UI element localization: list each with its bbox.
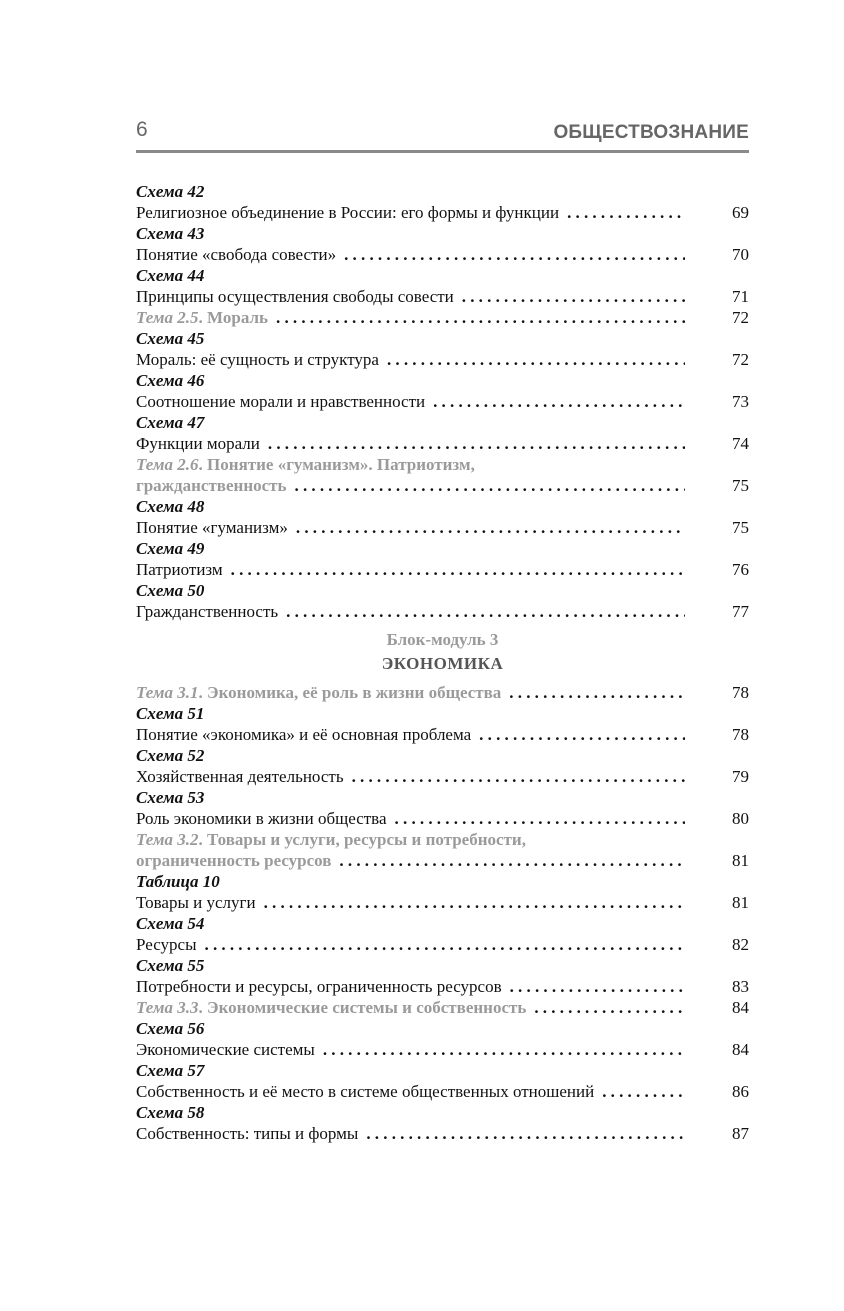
toc-theme-text: . Понятие «гуманизм». Патриотизм, xyxy=(198,455,475,474)
toc-page-number: 81 xyxy=(732,851,749,870)
toc-leader-dots xyxy=(339,850,685,871)
toc-page-number: 82 xyxy=(732,935,749,954)
toc-entry xyxy=(136,808,749,829)
toc-theme-line xyxy=(136,307,749,328)
toc-page-number: 84 xyxy=(732,998,749,1017)
toc-page-number: 76 xyxy=(732,560,749,579)
running-title: ОБЩЕСТВОЗНАНИЕ xyxy=(553,122,749,143)
toc-entry-title: Патриотизм xyxy=(136,560,223,579)
toc-leader-dots xyxy=(479,724,685,745)
toc-scheme-label: Схема 45 xyxy=(136,329,205,348)
toc-entry-title: Понятие «экономика» и её основная проблема xyxy=(136,725,472,744)
toc-page-number: 74 xyxy=(732,434,749,453)
toc-theme-title xyxy=(136,454,475,475)
toc-leader-dots xyxy=(509,682,685,703)
toc-theme-line xyxy=(136,997,749,1018)
toc-entry xyxy=(136,517,749,538)
toc-scheme-label: Схема 54 xyxy=(136,914,205,933)
toc-entry xyxy=(136,202,749,223)
toc-theme-text-cont: гражданственность xyxy=(136,476,287,495)
toc-entry-title: Потребности и ресурсы, ограниченность ресурсов xyxy=(136,977,502,996)
toc-scheme-label: Схема 49 xyxy=(136,539,205,558)
toc-entry-title: Функции морали xyxy=(136,434,260,453)
toc-theme-title xyxy=(136,829,526,850)
toc-theme-line xyxy=(136,850,749,871)
toc-section-2 xyxy=(136,682,749,1144)
toc-entry xyxy=(136,1039,749,1060)
toc-scheme-label: Схема 46 xyxy=(136,371,205,390)
toc-leader-dots xyxy=(366,1123,685,1144)
toc-entry xyxy=(136,724,749,745)
toc-scheme-label: Схема 44 xyxy=(136,266,205,285)
toc-leader-dots xyxy=(344,244,685,265)
toc-page-number: 81 xyxy=(732,893,749,912)
toc-leader-dots xyxy=(534,997,685,1018)
toc-theme-title xyxy=(136,307,268,328)
toc-entry xyxy=(136,433,749,454)
toc-scheme-label: Схема 42 xyxy=(136,182,205,201)
toc-page-number: 84 xyxy=(732,1040,749,1059)
page-number: 6 xyxy=(136,118,148,141)
toc-leader-dots xyxy=(264,892,685,913)
toc-theme-line xyxy=(136,475,749,496)
running-header xyxy=(136,114,749,150)
toc-entry xyxy=(136,559,749,580)
toc-page-number: 72 xyxy=(732,308,749,327)
toc-entry-title: Мораль: её сущность и структура xyxy=(136,350,379,369)
toc-entry-title: Понятие «свобода совести» xyxy=(136,245,337,264)
toc-page-number: 72 xyxy=(732,350,749,369)
toc-entry xyxy=(136,1123,749,1144)
toc-theme-line xyxy=(136,682,749,703)
toc-leader-dots xyxy=(231,559,685,580)
toc-theme-line xyxy=(136,829,749,850)
toc-entry-title: Принципы осуществления свободы совести xyxy=(136,287,454,306)
header-rule xyxy=(136,150,749,153)
toc-theme-text-cont: ограниченность ресурсов xyxy=(136,851,332,870)
toc-entry xyxy=(136,601,749,622)
toc-entry xyxy=(136,244,749,265)
toc-scheme-label: Схема 48 xyxy=(136,497,205,516)
toc-section-1 xyxy=(136,181,749,622)
toc-theme-text: . Мораль xyxy=(198,308,268,327)
toc-entry xyxy=(136,286,749,307)
toc-scheme-label: Схема 55 xyxy=(136,956,205,975)
toc-entry xyxy=(136,976,749,997)
toc-theme-number: Тема 2.5 xyxy=(136,308,199,327)
toc-scheme-label: Схема 56 xyxy=(136,1019,205,1038)
toc-leader-dots xyxy=(295,475,686,496)
toc-page-number: 86 xyxy=(732,1082,749,1101)
toc-scheme-label: Схема 50 xyxy=(136,581,205,600)
toc-page-number: 78 xyxy=(732,683,749,702)
toc-page-number: 83 xyxy=(732,977,749,996)
toc-leader-dots xyxy=(296,517,685,538)
toc-scheme-label: Схема 53 xyxy=(136,788,205,807)
toc-scheme-label: Схема 47 xyxy=(136,413,205,432)
toc-entry-title: Гражданственность xyxy=(136,602,279,621)
toc-theme-title xyxy=(136,682,501,703)
toc-scheme-label: Схема 43 xyxy=(136,224,205,243)
toc-leader-dots xyxy=(268,433,685,454)
toc-entry-title: Соотношение морали и нравственности xyxy=(136,392,426,411)
toc-page-number: 75 xyxy=(732,518,749,537)
toc-page-number: 79 xyxy=(732,767,749,786)
toc-leader-dots xyxy=(323,1039,685,1060)
toc-scheme-label: Схема 58 xyxy=(136,1103,205,1122)
toc-theme-number: Тема 3.2 xyxy=(136,830,199,849)
toc-page-number: 70 xyxy=(732,245,749,264)
toc-page-number: 77 xyxy=(732,602,749,621)
toc-entry xyxy=(136,934,749,955)
toc-entry-title: Религиозное объединение в России: его формы и функции xyxy=(136,203,560,222)
toc-scheme-label: Схема 51 xyxy=(136,704,205,723)
toc-leader-dots xyxy=(462,286,685,307)
toc-leader-dots xyxy=(567,202,685,223)
toc-theme-number: Тема 2.6 xyxy=(136,455,199,474)
toc-theme-title xyxy=(136,997,526,1018)
toc-entry xyxy=(136,1081,749,1102)
toc-entry-title: Собственность: типы и формы xyxy=(136,1124,359,1143)
toc-leader-dots xyxy=(433,391,685,412)
block-title: ЭКОНОМИКА xyxy=(381,654,504,673)
toc-theme-number: Тема 3.3 xyxy=(136,998,199,1017)
toc-page-number: 75 xyxy=(732,476,749,495)
toc-entry xyxy=(136,391,749,412)
toc-theme-text: . Товары и услуги, ресурсы и потребности, xyxy=(198,830,526,849)
toc-leader-dots xyxy=(205,934,686,955)
toc-entry-title: Роль экономики в жизни общества xyxy=(136,809,387,828)
table-of-contents xyxy=(136,181,749,1144)
toc-page-number: 71 xyxy=(732,287,749,306)
block-heading: Блок-модуль 3 xyxy=(386,630,499,649)
toc-leader-dots xyxy=(276,307,685,328)
toc-entry xyxy=(136,892,749,913)
toc-leader-dots xyxy=(286,601,685,622)
toc-theme-text: . Экономические системы и собственность xyxy=(198,998,527,1017)
toc-entry-title: Собственность и её место в системе общественных отношений xyxy=(136,1082,595,1101)
toc-leader-dots xyxy=(602,1081,685,1102)
toc-entry-title: Ресурсы xyxy=(136,935,197,954)
toc-page-number: 78 xyxy=(732,725,749,744)
toc-theme-line xyxy=(136,454,749,475)
toc-theme-text: . Экономика, её роль в жизни общества xyxy=(198,683,502,702)
toc-page-number: 80 xyxy=(732,809,749,828)
toc-page-number: 73 xyxy=(732,392,749,411)
toc-entry xyxy=(136,349,749,370)
toc-page-number: 69 xyxy=(732,203,749,222)
toc-theme-number: Тема 3.1 xyxy=(136,683,199,702)
toc-scheme-label: Схема 57 xyxy=(136,1061,205,1080)
toc-scheme-label: Схема 52 xyxy=(136,746,205,765)
toc-leader-dots xyxy=(510,976,685,997)
toc-entry-title: Понятие «гуманизм» xyxy=(136,518,288,537)
toc-leader-dots xyxy=(352,766,685,787)
toc-entry-title: Экономические системы xyxy=(136,1040,315,1059)
toc-page-number: 87 xyxy=(732,1124,749,1143)
toc-entry-title: Хозяйственная деятельность xyxy=(136,767,344,786)
toc-scheme-label: Таблица 10 xyxy=(136,872,220,891)
toc-entry-title: Товары и услуги xyxy=(136,893,256,912)
toc-entry xyxy=(136,766,749,787)
toc-leader-dots xyxy=(395,808,685,829)
toc-leader-dots xyxy=(387,349,685,370)
